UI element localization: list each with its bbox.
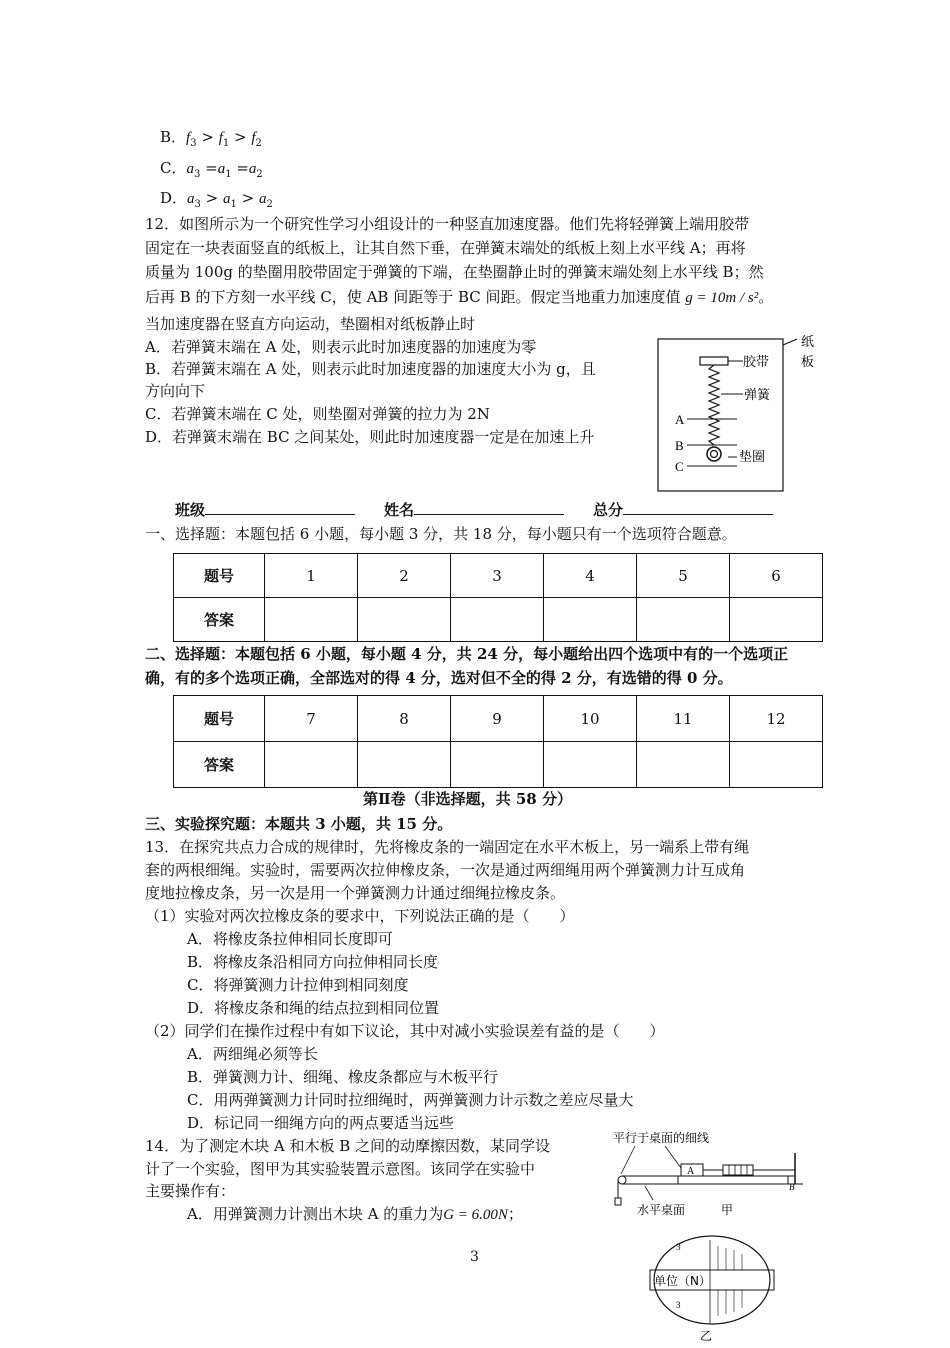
q12-option-d: D．若弹簧末端在 BC 之间某处，则此时加速度器一定是在加速上升 xyxy=(145,428,595,446)
q11-option-d: D．$a_3 > a_1 > a_2$ xyxy=(160,189,273,210)
section1-number: 2 xyxy=(358,554,451,598)
force-gauge-diagram xyxy=(640,1234,780,1344)
q11-option-c: C．$a_3 =a_1 =a_2$ xyxy=(160,159,263,180)
section1-row-header: 题号 xyxy=(174,554,265,598)
section1-number: 6 xyxy=(730,554,823,598)
q13-line-1: 13．在探究共点力合成的规律时，先将橡皮条的一端固定在水平木板上，另一端系上带有绳 xyxy=(145,838,750,856)
section2-row-header: 题号 xyxy=(174,696,265,742)
q13-part2: （2）同学们在操作过程中有如下议论，其中对减小实验误差有益的是（ ） xyxy=(145,1022,665,1040)
q13-part1-option-b: B．将橡皮条沿相同方向拉伸相同长度 xyxy=(187,953,439,971)
q13-part2-option-b: B．弹簧测力计、细绳、橡皮条都应与木板平行 xyxy=(187,1068,499,1086)
q14-line-1: 14．为了测定木块 A 和木板 B 之间的动摩擦因数，某同学设 xyxy=(145,1137,551,1155)
tape-label: 胶带 xyxy=(743,355,770,370)
paper-label: 纸 xyxy=(801,335,815,350)
washer-label: 垫圈 xyxy=(739,450,766,465)
answer-cell[interactable] xyxy=(451,598,544,642)
string-label: 平行于桌面的细线 xyxy=(613,1131,710,1145)
q13-part2-option-c: C．用两弹簧测力计同时拉细绳时，两弹簧测力计示数之差应尽量大 xyxy=(187,1091,634,1109)
q13-part2-option-d: D．标记同一细绳方向的两点要适当远些 xyxy=(187,1114,455,1132)
q12-option-b-cont: 方向向下 xyxy=(145,382,206,400)
answer-cell[interactable] xyxy=(637,742,730,788)
section1-answer-table xyxy=(173,553,823,642)
answer-cell[interactable] xyxy=(265,742,358,788)
q14-line-2: 计了一个实验，图甲为其实验装置示意图。该同学在实验中 xyxy=(145,1160,536,1178)
q14-line-3: 主要操作有： xyxy=(145,1182,236,1200)
section2-number: 8 xyxy=(358,696,451,742)
q13-line-3: 度地拉橡皮条，另一次是用一个弹簧测力计通过细绳拉橡皮条。 xyxy=(145,884,566,902)
answer-cell[interactable] xyxy=(451,742,544,788)
q12-g-value: g = 10m / s² xyxy=(685,290,759,306)
part2-title: 第Ⅱ卷（非选择题，共 58 分） xyxy=(363,790,572,808)
section2-number: 7 xyxy=(265,696,358,742)
q12-option-b: B．若弹簧末端在 A 处，则表示此时加速度器的加速度大小为 g，且 xyxy=(145,360,596,378)
q12-line-4: 后再 B 的下方刻一水平线 C，使 AB 间距等于 BC 间距。假定当地重力加速度值 g = 10m / s²。 xyxy=(145,288,774,306)
force-gauge-figure xyxy=(640,1234,780,1344)
q12-option-a: A．若弹簧末端在 A 处，则表示此时加速度器的加速度为零 xyxy=(145,338,537,356)
friction-setup-diagram xyxy=(605,1128,805,1226)
figure-yi-caption: 乙 xyxy=(700,1329,713,1343)
section2-number: 12 xyxy=(730,696,823,742)
accelerometer-diagram xyxy=(655,333,825,495)
section1-number: 4 xyxy=(544,554,637,598)
board-b-label: B xyxy=(789,1182,795,1192)
score-field: 总分 xyxy=(593,498,773,521)
q13-part1: （1）实验对两次拉橡皮条的要求中，下列说法正确的是（ ） xyxy=(145,907,575,925)
page-number: 3 xyxy=(470,1249,479,1265)
spring-label: 弹簧 xyxy=(744,388,771,403)
section2-title-line-1: 二、选择题：本题包括 6 小题，每小题 4 分，共 24 分，每小题给出四个选项中有的一个选项正 xyxy=(145,645,789,663)
tick-bottom-label: 3 xyxy=(676,1300,681,1310)
q13-part1-option-c: C．将弹簧测力计拉伸到相同刻度 xyxy=(187,976,409,994)
section1-number: 5 xyxy=(637,554,730,598)
section2-answer-table xyxy=(173,695,823,788)
section2-title-line-2: 确，有的多个选项正确，全部选对的得 4 分，选对但不全的得 2 分，有选错的得 0 分。 xyxy=(145,669,733,687)
answer-cell[interactable] xyxy=(358,742,451,788)
section1-number: 1 xyxy=(265,554,358,598)
class-field: 班级 xyxy=(175,498,355,521)
line-b-label: B xyxy=(675,438,684,453)
block-a-label: A xyxy=(687,1166,695,1177)
section2-number: 11 xyxy=(637,696,730,742)
friction-setup-figure xyxy=(605,1128,805,1226)
name-field: 姓名 xyxy=(384,498,564,521)
section3-title: 三、实验探究题：本题共 3 小题，共 15 分。 xyxy=(145,815,453,833)
answer-cell[interactable] xyxy=(358,598,451,642)
section2-number: 10 xyxy=(544,696,637,742)
tick-top-label: 3 xyxy=(676,1242,681,1252)
q11-option-b: B．$f_3 > f_1 > f_2$ xyxy=(160,128,262,149)
section2-answer-header: 答案 xyxy=(174,742,265,788)
section1-number: 3 xyxy=(451,554,544,598)
q12-option-c: C．若弹簧末端在 C 处，则垫圈对弹簧的拉力为 2N xyxy=(145,405,490,423)
answer-cell[interactable] xyxy=(544,742,637,788)
answer-cell[interactable] xyxy=(730,742,823,788)
section1-title: 一、选择题：本题包括 6 小题，每小题 3 分，共 18 分，每小题只有一个选项符合题意。 xyxy=(145,525,737,543)
answer-cell[interactable] xyxy=(730,598,823,642)
q14-g-value: G = 6.00N xyxy=(443,1207,508,1223)
q13-line-2: 套的两根细绳。实验时，需要两次拉伸橡皮条，一次是通过两细绳用两个弹簧测力计互成角 xyxy=(145,861,746,879)
q14-option-a: A．用弹簧测力计测出木块 A 的重力为G = 6.00N； xyxy=(187,1205,523,1223)
q12-line-5: 当加速度器在竖直方向运动，垫圈相对纸板静止时 xyxy=(145,315,476,333)
board-label: 板 xyxy=(801,355,815,370)
q12-line-1: 12．如图所示为一个研究性学习小组设计的一种竖直加速度器。他们先将轻弹簧上端用胶带 xyxy=(145,215,750,233)
unit-label: 单位（N） xyxy=(654,1274,711,1288)
line-a-label: A xyxy=(675,412,685,427)
line-c-label: C xyxy=(675,459,684,474)
table-label: 水平桌面 xyxy=(637,1203,686,1217)
q12-line-2: 固定在一块表面竖直的纸板上，让其自然下垂，在弹簧末端处的纸板上刻上水平线 A；再将 xyxy=(145,239,746,257)
q13-part1-option-d: D．将橡皮条和绳的结点拉到相同位置 xyxy=(187,999,440,1017)
q12-line-3: 质量为 100g 的垫圈用胶带固定于弹簧的下端，在垫圈静止时的弹簧末端处刻上水平线 B；然 xyxy=(145,263,764,281)
section2-number: 9 xyxy=(451,696,544,742)
figure-jia-caption: 甲 xyxy=(721,1203,734,1217)
q13-part1-option-a: A．将橡皮条拉伸相同长度即可 xyxy=(187,930,393,948)
answer-cell[interactable] xyxy=(637,598,730,642)
q13-part2-option-a: A．两细绳必须等长 xyxy=(187,1045,318,1063)
answer-cell[interactable] xyxy=(265,598,358,642)
accelerometer-figure xyxy=(655,333,825,495)
answer-cell[interactable] xyxy=(544,598,637,642)
section1-answer-header: 答案 xyxy=(174,598,265,642)
